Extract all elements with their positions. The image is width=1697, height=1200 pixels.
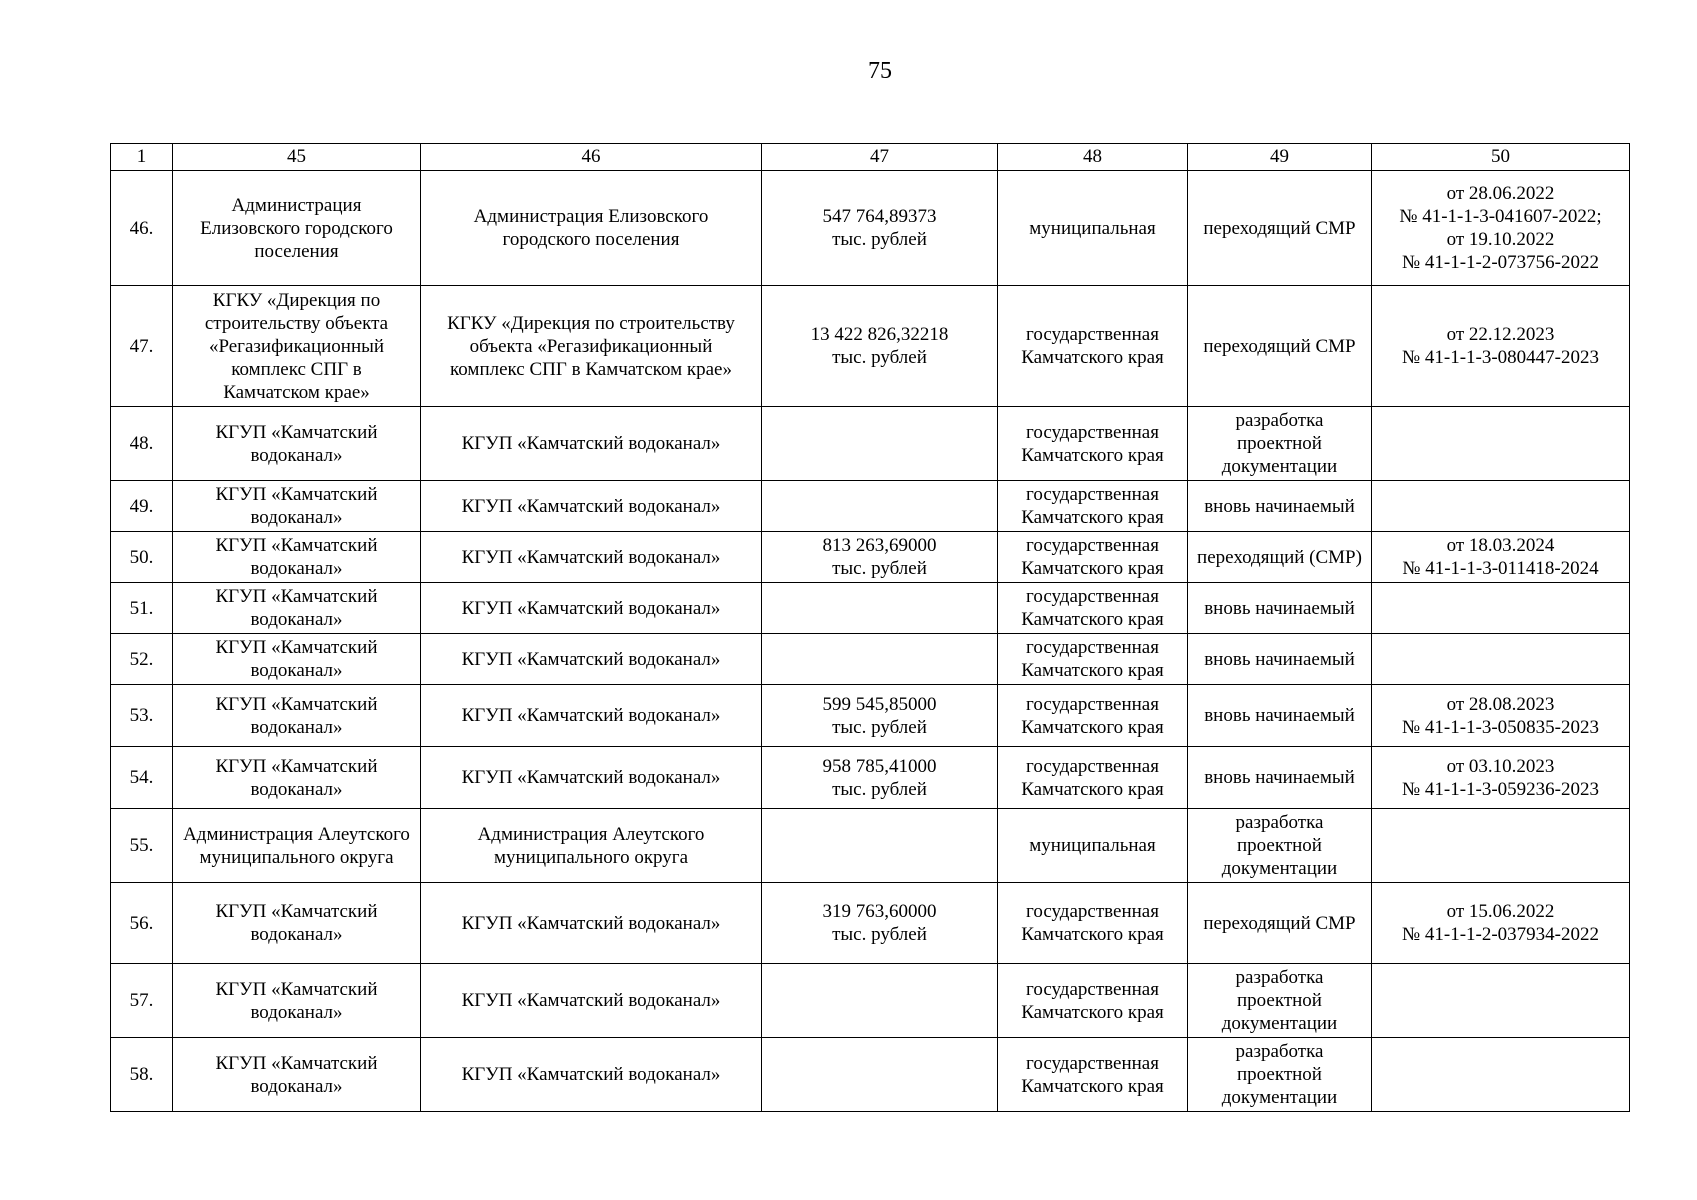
customer-cell [421,407,762,481]
cell-line: от 03.10.2023 [1446,755,1555,777]
cell-line: тыс. рублей [832,558,927,579]
customer-cell [421,286,762,407]
cell-line: Камчатского края [1021,609,1164,630]
cell-line: «Регазификационный [208,335,385,357]
customer-cell [421,583,762,634]
stage-cell [1188,1038,1372,1112]
cell-line: КГУП «Камчатский водоканал» [461,767,721,788]
cell-line: разработка [1235,812,1324,833]
column-header: 1 [111,144,173,171]
developer-cell [173,583,421,634]
cell-line: государственная [1026,535,1159,556]
table-row [111,634,1630,685]
expertise-cell [1372,685,1630,747]
cell-line: 599 545,85000 [822,693,937,715]
table-row [111,809,1630,883]
developer-cell [173,964,421,1038]
cell-line: государственная [1026,755,1159,777]
expertise-cell [1372,964,1630,1038]
cell-line: тыс. рублей [832,778,927,800]
cell-line: переходящий СМР [1203,335,1356,357]
cell-line: № 41-1-1-2-037934-2022 [1401,924,1599,945]
stage-cell [1188,685,1372,747]
cell-line: поселения [254,240,339,262]
row-number: 48. [111,407,173,481]
expertise-cell [1372,481,1630,532]
stage-cell [1188,583,1372,634]
row-number: 51. [111,583,173,634]
cell-line: КГУП «Камчатский [215,484,378,505]
cost-cell [762,964,998,1038]
cell-line: вновь начинаемый [1204,495,1355,517]
row-number: 55. [111,809,173,883]
column-header: 45 [173,144,421,171]
ownership-cell [998,883,1188,964]
customer-cell [421,634,762,685]
cell-line: государственная [1026,693,1159,715]
cell-line: от 28.06.2022 [1446,183,1555,204]
ownership-cell [998,171,1188,286]
cell-line: вновь начинаемый [1204,597,1355,619]
cost-cell [762,532,998,583]
customer-cell [421,809,762,883]
ownership-cell [998,964,1188,1038]
row-number: 57. [111,964,173,1038]
expertise-cell [1372,532,1630,583]
cell-line: Камчатского края [1021,507,1164,528]
cell-line: переходящий СМР [1203,217,1356,239]
cell-line: водоканал» [250,1001,343,1023]
cell-line: государственная [1026,421,1159,443]
cell-line: от 19.10.2022 [1446,229,1555,250]
cell-line: государственная [1026,901,1159,922]
row-number: 47. [111,286,173,407]
table-row [111,1038,1630,1112]
ownership-cell [998,481,1188,532]
cell-line: Камчатском крае» [223,381,370,403]
registry-table [110,143,1630,1112]
cell-line: водоканал» [250,609,343,630]
cell-line: водоканал» [250,444,343,466]
cell-line: Камчатского края [1021,1001,1164,1023]
cell-line: Камчатского края [1021,1075,1164,1097]
cost-cell [762,747,998,809]
cell-line: от 15.06.2022 [1446,901,1555,922]
cell-line: № 41-1-1-3-011418-2024 [1402,558,1599,579]
cost-cell [762,809,998,883]
cost-cell [762,583,998,634]
cell-line: КГКУ «Дирекция по строительству [447,312,735,334]
column-header: 48 [998,144,1188,171]
cell-line: КГУП «Камчатский водоканал» [461,495,721,517]
table-row [111,407,1630,481]
cell-line: водоканал» [250,558,343,579]
developer-cell [173,171,421,286]
cost-cell [762,481,998,532]
ownership-cell [998,407,1188,481]
cell-line: от 18.03.2024 [1446,535,1555,556]
cell-line: КГУП «Камчатский водоканал» [461,597,721,619]
cell-line: строительству объекта [204,312,389,334]
cell-line: вновь начинаемый [1204,767,1355,788]
row-number: 54. [111,747,173,809]
developer-cell [173,747,421,809]
cell-line: тыс. рублей [832,924,927,945]
cell-line: проектной [1237,433,1322,454]
cell-line: переходящий (СМР) [1197,546,1362,568]
cell-line: водоканал» [250,1075,343,1097]
row-number: 52. [111,634,173,685]
column-header: 47 [762,144,998,171]
cell-line: государственная [1026,586,1159,607]
stage-cell [1188,883,1372,964]
cell-line: документации [1221,1087,1338,1108]
cell-line: КГУП «Камчатский водоканал» [461,990,721,1011]
cell-line: Камчатского края [1021,444,1164,466]
customer-cell [421,747,762,809]
stage-cell [1188,286,1372,407]
cell-line: тыс. рублей [832,716,927,738]
cell-line: Камчатского края [1021,558,1164,579]
stage-cell [1188,407,1372,481]
cell-line: вновь начинаемый [1204,648,1355,670]
cell-line: проектной [1237,835,1322,856]
expertise-cell [1372,809,1630,883]
developer-cell [173,1038,421,1112]
cell-line: КГУП «Камчатский водоканал» [461,1064,721,1085]
column-header: 49 [1188,144,1372,171]
cell-line: документации [1221,858,1338,879]
cell-line: КГУП «Камчатский водоканал» [461,546,721,568]
cell-line: Камчатского края [1021,778,1164,800]
cell-line: государственная [1026,1052,1159,1074]
expertise-cell [1372,583,1630,634]
cell-line: Администрация Елизовского [473,206,709,227]
cell-line: разработка [1235,1041,1324,1062]
stage-cell [1188,481,1372,532]
expertise-cell [1372,1038,1630,1112]
table-row [111,883,1630,964]
cell-line: водоканал» [250,924,343,945]
cell-line: разработка [1235,410,1324,431]
row-number: 50. [111,532,173,583]
cell-line: № 41-1-1-3-041607-2022; [1399,206,1602,227]
cell-line: № 41-1-1-2-073756-2022 [1401,252,1599,273]
customer-cell [421,883,762,964]
row-number: 58. [111,1038,173,1112]
column-header: 50 [1372,144,1630,171]
row-number: 53. [111,685,173,747]
table-row [111,747,1630,809]
cell-line: КГУП «Камчатский водоканал» [461,912,721,934]
column-header: 46 [421,144,762,171]
cell-line: Камчатского края [1021,716,1164,738]
customer-cell [421,685,762,747]
cell-line: 958 785,41000 [822,755,937,777]
cell-line: КГУП «Камчатский [215,421,378,443]
row-number: 46. [111,171,173,286]
cell-line: тыс. рублей [832,229,927,250]
cell-line: государственная [1026,324,1159,345]
cell-line: переходящий СМР [1203,912,1356,934]
cell-line: КГУП «Камчатский водоканал» [461,648,721,670]
stage-cell [1188,809,1372,883]
cell-line: КГУП «Камчатский [215,1052,378,1074]
stage-cell [1188,964,1372,1038]
cost-cell [762,685,998,747]
table-body [111,171,1630,1112]
cell-line: вновь начинаемый [1204,705,1355,726]
cost-cell [762,634,998,685]
cell-line: КГУП «Камчатский [215,755,378,777]
customer-cell [421,481,762,532]
cell-line: КГКУ «Дирекция по [212,289,381,311]
cell-line: проектной [1237,990,1322,1011]
cell-line: от 28.08.2023 [1446,693,1555,715]
cell-line: КГУП «Камчатский [215,637,378,658]
cell-line: Администрация Алеутского [183,823,410,845]
cell-line: Администрация Алеутского [477,823,705,845]
developer-cell [173,286,421,407]
cell-line: Администрация [231,194,362,216]
developer-cell [173,809,421,883]
cell-line: тыс. рублей [832,347,927,368]
customer-cell [421,532,762,583]
cell-line: КГУП «Камчатский водоканал» [461,433,721,454]
customer-cell [421,171,762,286]
cell-line: водоканал» [250,778,343,800]
cell-line: КГУП «Камчатский [215,693,378,715]
developer-cell [173,634,421,685]
cell-line: Камчатского края [1021,347,1164,368]
cell-line: 319 763,60000 [822,901,937,922]
table-row [111,964,1630,1038]
developer-cell [173,407,421,481]
cost-cell [762,1038,998,1112]
cell-line: КГУП «Камчатский [215,978,378,1000]
ownership-cell [998,809,1188,883]
cell-line: № 41-1-1-3-050835-2023 [1401,716,1599,738]
ownership-cell [998,1038,1188,1112]
table-row [111,286,1630,407]
table-row [111,583,1630,634]
customer-cell [421,1038,762,1112]
expertise-cell [1372,883,1630,964]
cell-line: документации [1221,456,1338,477]
expertise-cell [1372,286,1630,407]
ownership-cell [998,685,1188,747]
cost-cell [762,883,998,964]
ownership-cell [998,634,1188,685]
cell-line: муниципальная [1029,217,1156,239]
developer-cell [173,532,421,583]
cost-cell [762,407,998,481]
cell-line: 13 422 826,32218 [810,324,949,345]
cell-line: комплекс СПГ в [231,358,362,380]
cell-line: 813 263,69000 [822,535,937,556]
ownership-cell [998,532,1188,583]
cell-line: государственная [1026,637,1159,658]
row-number: 49. [111,481,173,532]
cell-line: № 41-1-1-3-080447-2023 [1401,347,1599,368]
cell-line: КГУП «Камчатский [215,901,378,922]
stage-cell [1188,634,1372,685]
developer-cell [173,481,421,532]
ownership-cell [998,583,1188,634]
ownership-cell [998,286,1188,407]
cell-line: Камчатского края [1021,924,1164,945]
expertise-cell [1372,171,1630,286]
cell-line: государственная [1026,978,1159,1000]
cell-line: КГУП «Камчатский водоканал» [461,705,721,726]
ownership-cell [998,747,1188,809]
stage-cell [1188,171,1372,286]
cell-line: водоканал» [250,507,343,528]
page-number: 75 [868,58,892,84]
cell-line: Камчатского края [1021,660,1164,681]
cell-line: водоканал» [250,660,343,681]
cell-line: городского поселения [502,229,680,250]
cell-line: проектной [1237,1064,1322,1085]
cell-line: разработка [1235,967,1324,988]
expertise-cell [1372,407,1630,481]
expertise-cell [1372,634,1630,685]
stage-cell [1188,747,1372,809]
cell-line: от 22.12.2023 [1446,324,1555,345]
table-row [111,171,1630,286]
cell-line: муниципальная [1029,835,1156,856]
cost-cell [762,286,998,407]
expertise-cell [1372,747,1630,809]
table-row [111,481,1630,532]
cost-cell [762,171,998,286]
cell-line: государственная [1026,484,1159,505]
cell-line: документации [1221,1013,1338,1034]
cell-line: комплекс СПГ в Камчатском крае» [450,358,732,380]
cell-line: водоканал» [250,716,343,738]
cell-line: № 41-1-1-3-059236-2023 [1401,778,1599,800]
stage-cell [1188,532,1372,583]
customer-cell [421,964,762,1038]
cell-line: КГУП «Камчатский [215,586,378,607]
cell-line: муниципального округа [493,846,689,868]
table-row [111,532,1630,583]
cell-line: КГУП «Камчатский [215,535,378,556]
cell-line: 547 764,89373 [822,206,937,227]
developer-cell [173,685,421,747]
cell-line: Елизовского городского [200,217,393,239]
cell-line: муниципального округа [199,846,394,868]
header-row [111,144,1630,171]
cell-line: объекта «Регазификационный [469,335,713,357]
table-row [111,685,1630,747]
developer-cell [173,883,421,964]
row-number: 56. [111,883,173,964]
